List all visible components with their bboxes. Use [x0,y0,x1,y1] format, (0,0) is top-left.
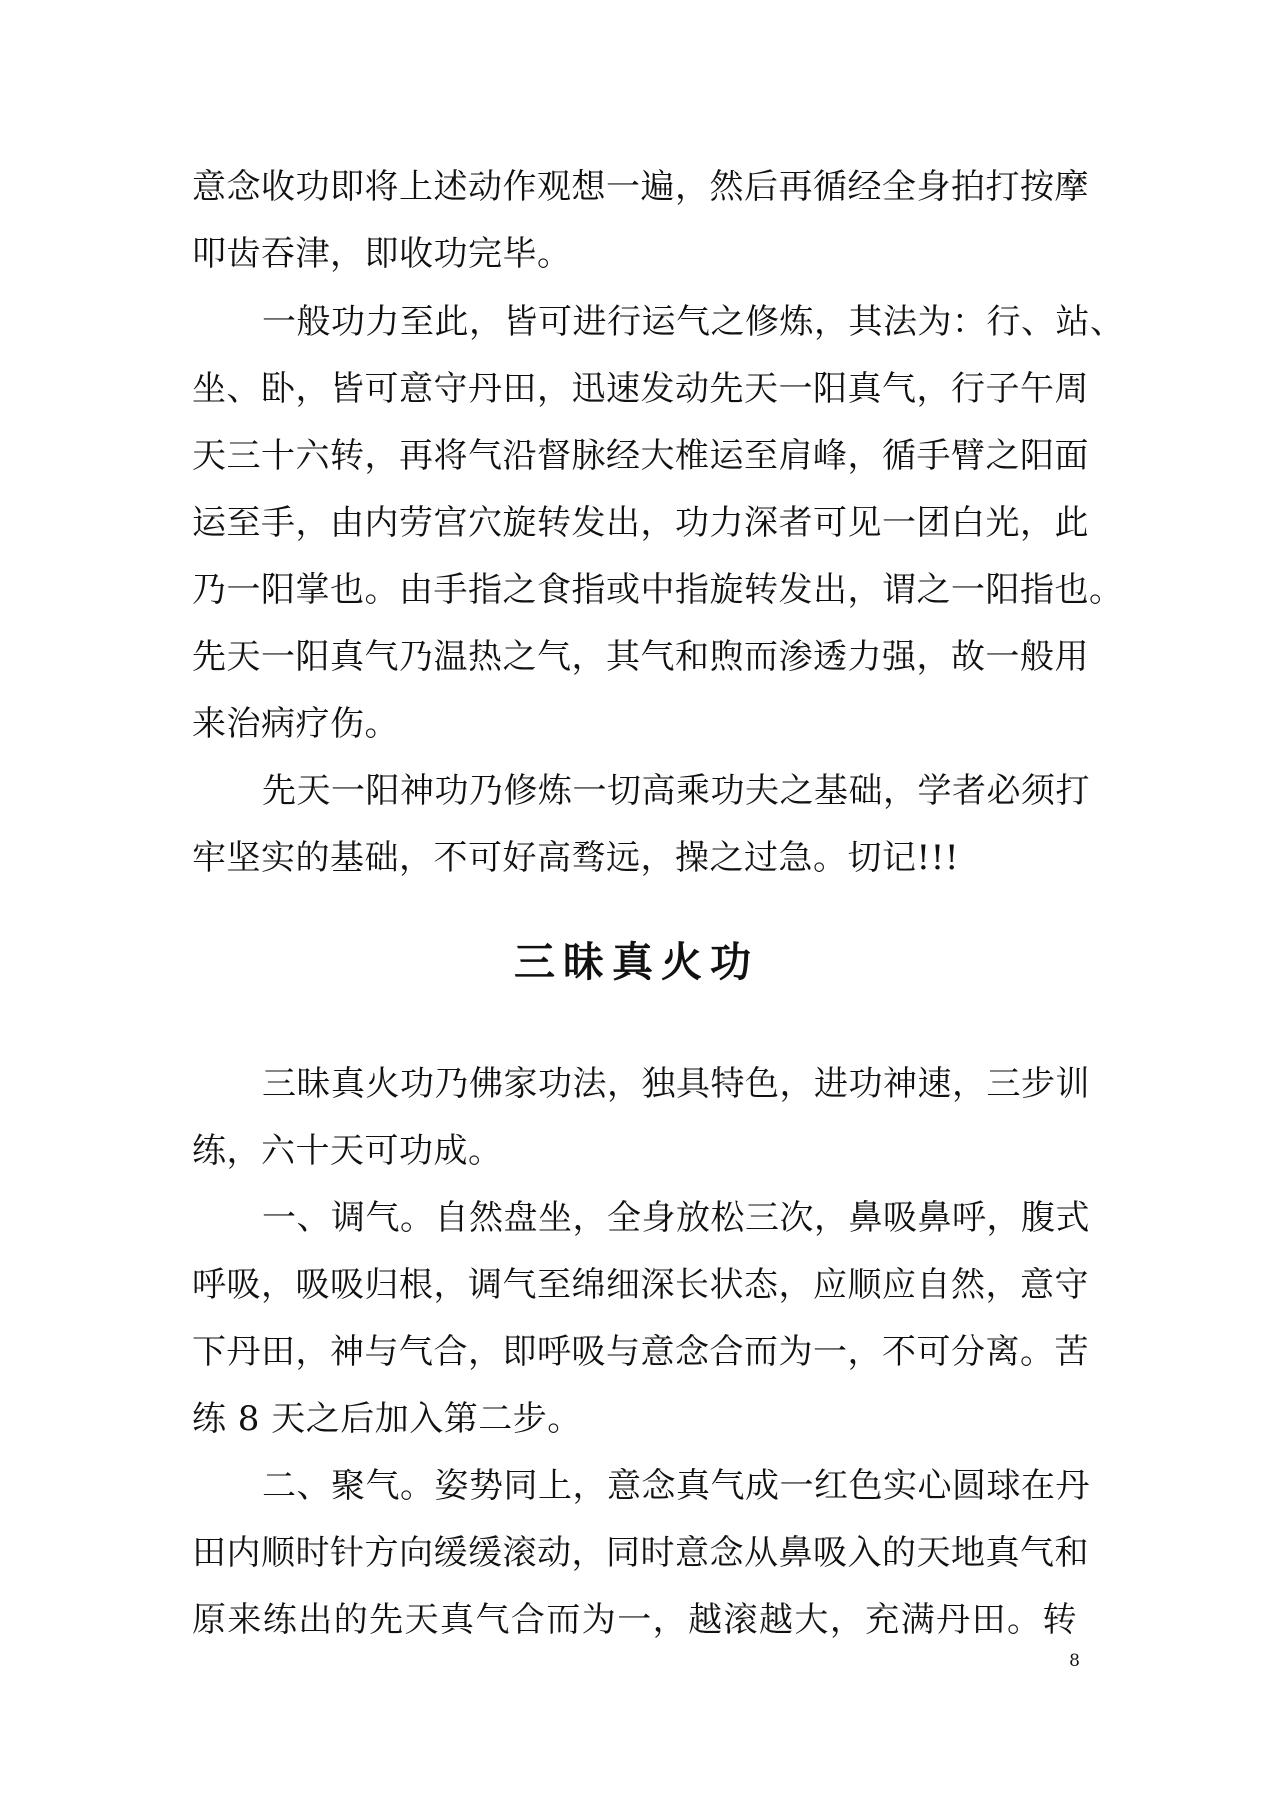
text-line: 先天一阳神功乃修炼一切高乘功夫之基础，学者必须打 [262,771,1090,811]
text-line: 练，六十天可功成。 [192,1131,503,1171]
text-line: 练 8 天之后加入第二步。 [192,1399,582,1439]
text-line: 一、调气。自然盘坐，全身放松三次，鼻吸鼻呼，腹式 [262,1198,1090,1238]
section-title: 三昧真火功 [514,938,759,986]
text-line: 下丹田，神与气合，即呼吸与意念合而为一，不可分离。苦 [192,1332,1089,1372]
text-line: 运至手，由内劳宫穴旋转发出，功力深者可见一团白光，此 [192,503,1089,543]
text-line: 二、聚气。姿势同上，意念真气成一红色实心圆球在丹 [262,1466,1090,1506]
text-line: 叩齿吞津，即收功完毕。 [192,234,572,274]
text-line: 呼吸，吸吸归根，调气至绵细深长状态，应顺应自然，意守 [192,1265,1089,1305]
text-line: 先天一阳真气乃温热之气，其气和煦而渗透力强，故一般用 [192,637,1089,677]
text-line: 一般功力至此，皆可进行运气之修炼，其法为：行、站、 [262,302,1125,342]
page-number: 8 [1069,1651,1080,1671]
text-line: 三昧真火功乃佛家功法，独具特色，进功神速，三步训 [262,1064,1090,1104]
text-line: 乃一阳掌也。由手指之食指或中指旋转发出，谓之一阳指也。 [192,570,1124,610]
text-line: 原来练出的先天真气合而为一，越滚越大，充满丹田。转 [192,1600,1077,1640]
text-line: 意念收功即将上述动作观想一遍，然后再循经全身拍打按摩 [192,167,1089,207]
text-line: 天三十六转，再将气沿督脉经大椎运至肩峰，循手臂之阳面 [192,436,1089,476]
text-line: 来治病疗伤。 [192,704,399,744]
text-line: 坐、卧，皆可意守丹田，迅速发动先天一阳真气，行子午周 [192,369,1089,409]
text-line: 田内顺时针方向缓缓滚动，同时意念从鼻吸入的天地真气和 [192,1533,1089,1573]
text-line: 牢坚实的基础，不可好高骛远，操之过急。切记!!! [192,838,959,878]
